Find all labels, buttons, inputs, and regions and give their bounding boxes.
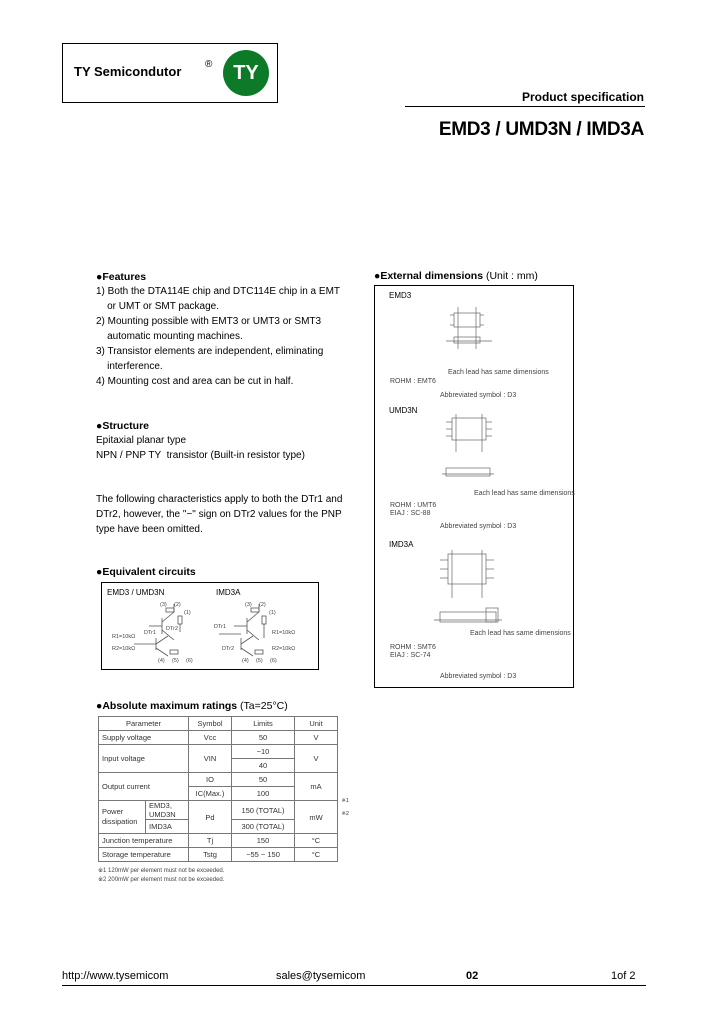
footnote-mark: ※2: [341, 811, 349, 817]
umd3n-package-eiaj: EIAJ : SC-88: [390, 510, 431, 517]
cell-symbol: Tj: [189, 834, 232, 848]
transistor-label: DTr2: [222, 646, 235, 652]
equivalent-right-label: IMD3A: [216, 588, 241, 597]
features-list: [96, 284, 340, 389]
equivalent-circuit-diagram: [104, 598, 316, 666]
imd3a-package-eiaj: EIAJ : SC-74: [390, 652, 431, 659]
unit-text: mW: [309, 812, 323, 822]
pin-label: (2): [259, 602, 266, 608]
company-name: TY Semicondutor: [74, 64, 182, 79]
cell-subparameter: IMD3A: [146, 820, 189, 834]
umd3n-note: Each lead has same dimensions: [474, 490, 575, 497]
note-line: The following characteristics apply to both the DTr1 and: [96, 494, 343, 505]
cell-unit: V: [295, 731, 338, 745]
imd3a-note: Each lead has same dimensions: [470, 630, 571, 637]
cell-unit: °C: [295, 834, 338, 848]
cell-unit: mA: [295, 773, 338, 801]
features-heading: ●Features: [96, 271, 147, 283]
cell-limit: 40: [232, 759, 295, 773]
cell-symbol: IO: [189, 773, 232, 787]
ratings-footnote: ※1 120mW per element must not be exceeded.: [98, 868, 225, 874]
cell-limit: 100: [232, 787, 295, 801]
pin-label: (4): [158, 658, 165, 664]
cell-limit: 50: [232, 731, 295, 745]
transistor-label: DTr1: [214, 624, 227, 630]
header-rule: [405, 106, 645, 107]
cell-subparameter: EMD3, UMD3N: [146, 801, 189, 820]
umd3n-package-drawing: [432, 412, 522, 492]
table-row: [99, 834, 338, 848]
pin-label: (2): [174, 602, 181, 608]
cell-limit: 50: [232, 773, 295, 787]
structure-heading: ●Structure: [96, 420, 150, 432]
pin-label: (1): [184, 610, 191, 616]
structure-text: [96, 433, 305, 463]
table-header-row: [99, 717, 338, 731]
ratings-heading-text: ●Absolute maximum ratings: [96, 700, 238, 712]
table-row: [99, 801, 338, 820]
table-row: [99, 848, 338, 862]
cell-symbol: Vcc: [189, 731, 232, 745]
ratings-footnote: ※2 200mW per element must not be exceeded.: [98, 877, 225, 883]
cell-symbol: VIN: [189, 745, 232, 773]
cell-limit: 150 (TOTAL): [232, 801, 295, 820]
footer-url[interactable]: http://www.tysemicom: [62, 970, 169, 982]
pin-label: (5): [256, 658, 263, 664]
cell-parameter: Input voltage: [99, 745, 189, 773]
page-title: EMD3 / UMD3N / IMD3A: [438, 119, 644, 140]
feature-line: interference.: [96, 361, 163, 372]
resistor-label: R2=10kΩ: [272, 646, 296, 652]
table-row: [99, 773, 338, 787]
pin-label: (6): [270, 658, 277, 664]
note-line: type have been omitted.: [96, 524, 203, 535]
imd3a-package-rohm: ROHM : SMT6: [390, 644, 436, 651]
transistor-label: DTr1: [144, 630, 157, 636]
header-symbol: Symbol: [189, 717, 232, 731]
characteristics-note: [96, 492, 342, 537]
feature-line: 2) Mounting possible with EMT3 or UMT3 or SMT3: [96, 316, 322, 327]
umd3n-symbol: Abbreviated symbol : D3: [440, 523, 517, 530]
pin-label: (1): [269, 610, 276, 616]
emd3-note: Each lead has same dimensions: [448, 369, 549, 376]
feature-line: or UMT or SMT package.: [96, 301, 220, 312]
imd3a-label: IMD3A: [389, 540, 414, 549]
external-heading: [374, 270, 538, 282]
cell-limit: −10: [232, 745, 295, 759]
cell-parameter: [99, 801, 146, 834]
cell-symbol: Pd: [189, 801, 232, 834]
registered-mark: ®: [205, 59, 213, 70]
cell-symbol: Tstg: [189, 848, 232, 862]
power-label: Power: [102, 807, 124, 816]
emd3-package: ROHM : EMT6: [390, 378, 436, 385]
resistor-label: R2=10kΩ: [112, 646, 136, 652]
umd3n-package-rohm: ROHM : UMT6: [390, 502, 437, 509]
cell-unit: °C: [295, 848, 338, 862]
resistor-label: R1=10kΩ: [272, 630, 296, 636]
ratings-table: [98, 716, 349, 862]
imd3a-package-drawing: [426, 548, 526, 640]
external-heading-text: ●External dimensions: [374, 270, 484, 282]
power-label-2: dissipation: [102, 817, 138, 826]
cell-parameter: Junction temperature: [99, 834, 189, 848]
umd3n-label: UMD3N: [389, 406, 418, 415]
pin-label: (3): [160, 602, 167, 608]
cell-unit: V: [295, 745, 338, 773]
resistor-label: R1=10kΩ: [112, 634, 136, 640]
feature-line: 4) Mounting cost and area can be cut in half.: [96, 376, 294, 387]
equivalent-left-label: EMD3 / UMD3N: [107, 588, 165, 597]
note-line: DTr2, however, the "−" sign on DTr2 values for the PNP: [96, 509, 342, 520]
header-limits: Limits: [232, 717, 295, 731]
cell-limit: 300 (TOTAL): [232, 820, 295, 834]
imd3a-symbol: Abbreviated symbol : D3: [440, 673, 517, 680]
pin-label: (4): [242, 658, 249, 664]
company-logo: TY: [223, 50, 269, 96]
footnote-mark: ※1: [341, 798, 349, 804]
emd3-symbol: Abbreviated symbol : D3: [440, 392, 517, 399]
cell-limit: 150: [232, 834, 295, 848]
footer-page: 1of 2: [611, 970, 636, 982]
external-unit: (Unit : mm): [483, 270, 538, 282]
emd3-package-drawing: [436, 305, 506, 355]
structure-line: NPN / PNP TY transistor (Built-in resistor type): [96, 450, 305, 461]
spec-label: Product specification: [521, 90, 644, 104]
cell-parameter: Storage temperature: [99, 848, 189, 862]
header-parameter: Parameter: [99, 717, 189, 731]
feature-line: 3) Transistor elements are independent, eliminating: [96, 346, 324, 357]
pin-label: (3): [245, 602, 252, 608]
footer-code: 02: [466, 970, 479, 982]
table-row: [99, 731, 338, 745]
header-unit: Unit: [295, 717, 338, 731]
cell-symbol: IC(Max.): [189, 787, 232, 801]
cell-parameter: Supply voltage: [99, 731, 189, 745]
ratings-heading: [96, 700, 288, 712]
equivalent-heading: ●Equivalent circuits: [96, 566, 196, 578]
pin-label: (6): [186, 658, 193, 664]
pin-label: (5): [172, 658, 179, 664]
cell-parameter: Output current: [99, 773, 189, 801]
feature-line: automatic mounting machines.: [96, 331, 243, 342]
cell-unit: [295, 798, 349, 834]
feature-line: 1) Both the DTA114E chip and DTC114E chip in a EMT: [96, 286, 341, 297]
transistor-label: DTr2: [166, 626, 179, 632]
emd3-label: EMD3: [389, 291, 412, 300]
footer-email[interactable]: sales@tysemicom: [276, 970, 366, 982]
table-row: [99, 745, 338, 759]
cell-limit: −55 ~ 150: [232, 848, 295, 862]
footer-rule: [62, 985, 646, 986]
structure-line: Epitaxial planar type: [96, 435, 187, 446]
ratings-condition: (Ta=25°C): [237, 700, 288, 712]
